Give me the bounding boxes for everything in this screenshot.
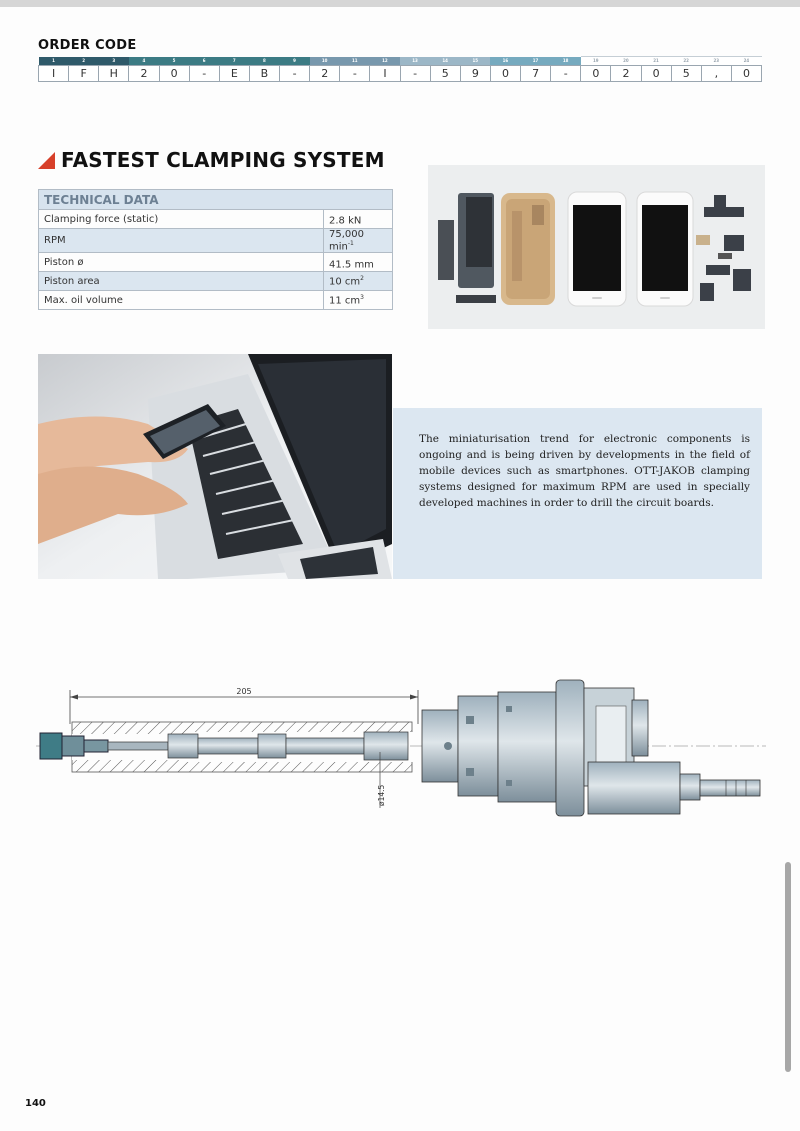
order-code-position: 18 xyxy=(551,57,581,66)
order-code-position: 17 xyxy=(521,57,551,66)
order-code-value: 5 xyxy=(671,66,701,82)
order-code-value: , xyxy=(701,66,731,82)
order-code-value-row xyxy=(39,66,762,82)
table-row xyxy=(39,210,393,229)
tech-value: 11 $cm^3$ xyxy=(324,291,393,310)
order-code-value: 7 xyxy=(521,66,551,82)
order-code-position: 10 xyxy=(310,57,340,66)
order-code-value: - xyxy=(340,66,370,82)
order-code-position: 8 xyxy=(249,57,279,66)
phone-front-image-2 xyxy=(637,192,693,306)
order-code-position: 6 xyxy=(189,57,219,66)
technical-data-table xyxy=(38,189,393,310)
order-code-position: 2 xyxy=(69,57,99,66)
description-panel xyxy=(393,408,762,579)
order-code-position: 4 xyxy=(129,57,159,66)
description-text: The miniaturisation trend for electronic components is ongoing and is being driven by developments in the field of mobile devices such as smartphones. OTT-JAKOB clamping systems designed for maximum RPM are used in specially developed machines in order to drill the circuit boards. xyxy=(419,433,750,509)
order-code-value: - xyxy=(280,66,310,82)
order-code-table xyxy=(38,56,762,82)
tech-label: Max. oil volume xyxy=(39,291,324,310)
draw-bar xyxy=(108,742,168,750)
technical-data-heading: TECHNICAL DATA xyxy=(39,190,393,210)
order-code-value: 0 xyxy=(159,66,189,82)
page-number: 140 xyxy=(25,1098,46,1109)
table-row xyxy=(39,253,393,272)
order-code-position: 22 xyxy=(671,57,701,66)
top-bar xyxy=(0,0,800,7)
tech-label: Piston area xyxy=(39,272,324,291)
order-code-value: - xyxy=(189,66,219,82)
order-code-position: 7 xyxy=(219,57,249,66)
section-header xyxy=(38,148,385,172)
tech-label: Clamping force (static) xyxy=(39,210,324,229)
order-code-value: E xyxy=(219,66,249,82)
order-code-value: 0 xyxy=(490,66,520,82)
table-row xyxy=(39,272,393,291)
order-code-value: F xyxy=(69,66,99,82)
tech-label: RPM xyxy=(39,229,324,253)
order-code-position: 16 xyxy=(490,57,520,66)
order-code-position-row xyxy=(39,57,762,66)
phone-frame-image xyxy=(501,193,555,305)
order-code-position: 9 xyxy=(280,57,310,66)
order-code-position: 15 xyxy=(460,57,490,66)
order-code-position: 11 xyxy=(340,57,370,66)
order-code-value: 0 xyxy=(641,66,671,82)
order-code-position: 14 xyxy=(430,57,460,66)
order-code-value: 2 xyxy=(310,66,340,82)
order-code-position: 12 xyxy=(370,57,400,66)
table-row xyxy=(39,291,393,310)
tech-value: 41.5 mm xyxy=(324,253,393,272)
order-code-position: 19 xyxy=(581,57,611,66)
order-code-position: 20 xyxy=(611,57,641,66)
technical-drawing xyxy=(36,676,766,822)
order-code-position: 21 xyxy=(641,57,671,66)
order-code-value: - xyxy=(400,66,430,82)
table-row xyxy=(39,229,393,253)
order-code-position: 3 xyxy=(99,57,129,66)
tech-value: 75,000 $\min^{-1}$ xyxy=(324,229,393,253)
length-dimension-label: 205 xyxy=(236,687,252,696)
order-code-position: 1 xyxy=(39,57,69,66)
phone-front-image-1 xyxy=(568,192,626,306)
order-code-position: 23 xyxy=(701,57,731,66)
smartphone-parts-photo xyxy=(428,165,765,329)
order-code-value: I xyxy=(39,66,69,82)
order-code-value: 5 xyxy=(430,66,460,82)
order-code-value: 0 xyxy=(731,66,761,82)
rotary-union xyxy=(588,762,760,814)
order-code-value: H xyxy=(99,66,129,82)
technical-data-header xyxy=(39,190,393,210)
order-code-position: 5 xyxy=(159,57,189,66)
laptop-phone-photo xyxy=(38,354,392,579)
tech-value: 10 $cm^2$ xyxy=(324,272,393,291)
order-code-title: ORDER CODE xyxy=(38,38,137,53)
section-title: FASTEST CLAMPING SYSTEM xyxy=(61,148,385,172)
diameter-dimension-label: ø14.5 xyxy=(377,784,386,806)
red-triangle-icon xyxy=(38,152,55,169)
order-code-value: 2 xyxy=(129,66,159,82)
order-code-position: 13 xyxy=(400,57,430,66)
order-code-value: 9 xyxy=(460,66,490,82)
order-code-value: - xyxy=(551,66,581,82)
tech-value: 2.8 kN xyxy=(324,210,393,229)
order-code-value: I xyxy=(370,66,400,82)
order-code-value: 0 xyxy=(581,66,611,82)
order-code-value: 2 xyxy=(611,66,641,82)
order-code-value: B xyxy=(249,66,279,82)
tech-label: Piston ø xyxy=(39,253,324,272)
scrollbar[interactable] xyxy=(785,862,791,1072)
order-code-position: 24 xyxy=(731,57,761,66)
